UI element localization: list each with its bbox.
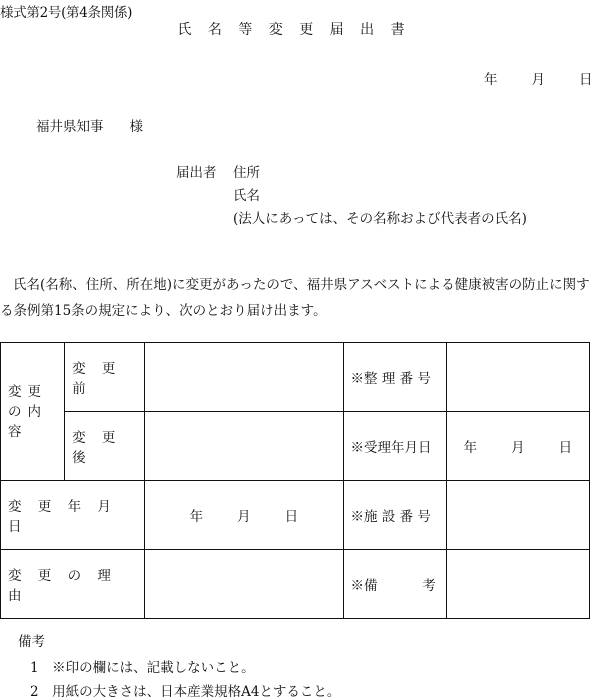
change-date-label: 変 更 年 月 日 — [1, 481, 145, 550]
reference-number-label: ※整 理 番 号 — [343, 343, 446, 412]
notes-title: 備考 — [18, 634, 45, 650]
year-label: 年 — [484, 72, 498, 88]
applicant-label: 届出者 — [176, 165, 217, 181]
reason-label: 変 更 の 理 由 — [1, 550, 145, 619]
received-date-field[interactable] — [446, 412, 589, 481]
table-row — [1, 481, 590, 550]
applicant-address-label: 住所 — [233, 165, 260, 181]
applicant-name-label: 氏名 — [233, 188, 260, 204]
submission-date — [484, 68, 593, 88]
day-label: 日 — [558, 440, 573, 456]
body-text: 氏名(名称、住所、所在地)に変更があったので、福井県アスベストによる健康被害の防止に関する条例第15条の規定により、次のとおり届け出ます。 — [0, 277, 590, 319]
document-title: 氏 名 等 変 更 届 出 書 — [177, 22, 407, 38]
remarks-mark: ※備 — [350, 578, 378, 594]
before-field[interactable] — [145, 343, 343, 412]
addressee-honorific: 様 — [129, 119, 143, 135]
note-item: 2 用紙の大きさは、日本産業規格A4とすること。 — [30, 684, 341, 700]
remarks-field[interactable] — [446, 550, 589, 619]
remarks-label — [343, 550, 446, 619]
month-label: 月 — [237, 509, 251, 525]
facility-number-label: ※施 設 番 号 — [343, 481, 446, 550]
month-label: 月 — [531, 72, 545, 88]
facility-number-field[interactable] — [446, 481, 589, 550]
year-label: 年 — [189, 509, 204, 525]
table-row — [1, 412, 590, 481]
addressee — [36, 115, 143, 135]
received-date-label: ※受理年月日 — [343, 412, 446, 481]
day-label: 日 — [579, 72, 593, 88]
month-label: 月 — [511, 440, 525, 456]
remarks-end: 考 — [422, 578, 436, 594]
note-item: 1 ※印の欄には、記載しないこと。 — [30, 660, 255, 676]
year-label: 年 — [463, 440, 478, 456]
change-content-label: 変更の内 容 — [8, 383, 47, 440]
change-form-table — [0, 342, 590, 619]
reason-field[interactable] — [145, 550, 343, 619]
addressee-name: 福井県知事 — [36, 119, 104, 135]
form-number: 様式第2号(第4条関係) — [0, 5, 133, 21]
table-row — [1, 343, 590, 412]
before-label: 変 更 前 — [65, 343, 145, 412]
after-label: 変 更 後 — [65, 412, 145, 481]
table-row — [1, 550, 590, 619]
change-content-header — [1, 343, 65, 481]
applicant-note: (法人にあっては、その名称および代表者の氏名) — [233, 211, 527, 227]
reference-number-field[interactable] — [446, 343, 589, 412]
after-field[interactable] — [145, 412, 343, 481]
day-label: 日 — [284, 509, 299, 525]
change-date-field[interactable] — [145, 481, 343, 550]
